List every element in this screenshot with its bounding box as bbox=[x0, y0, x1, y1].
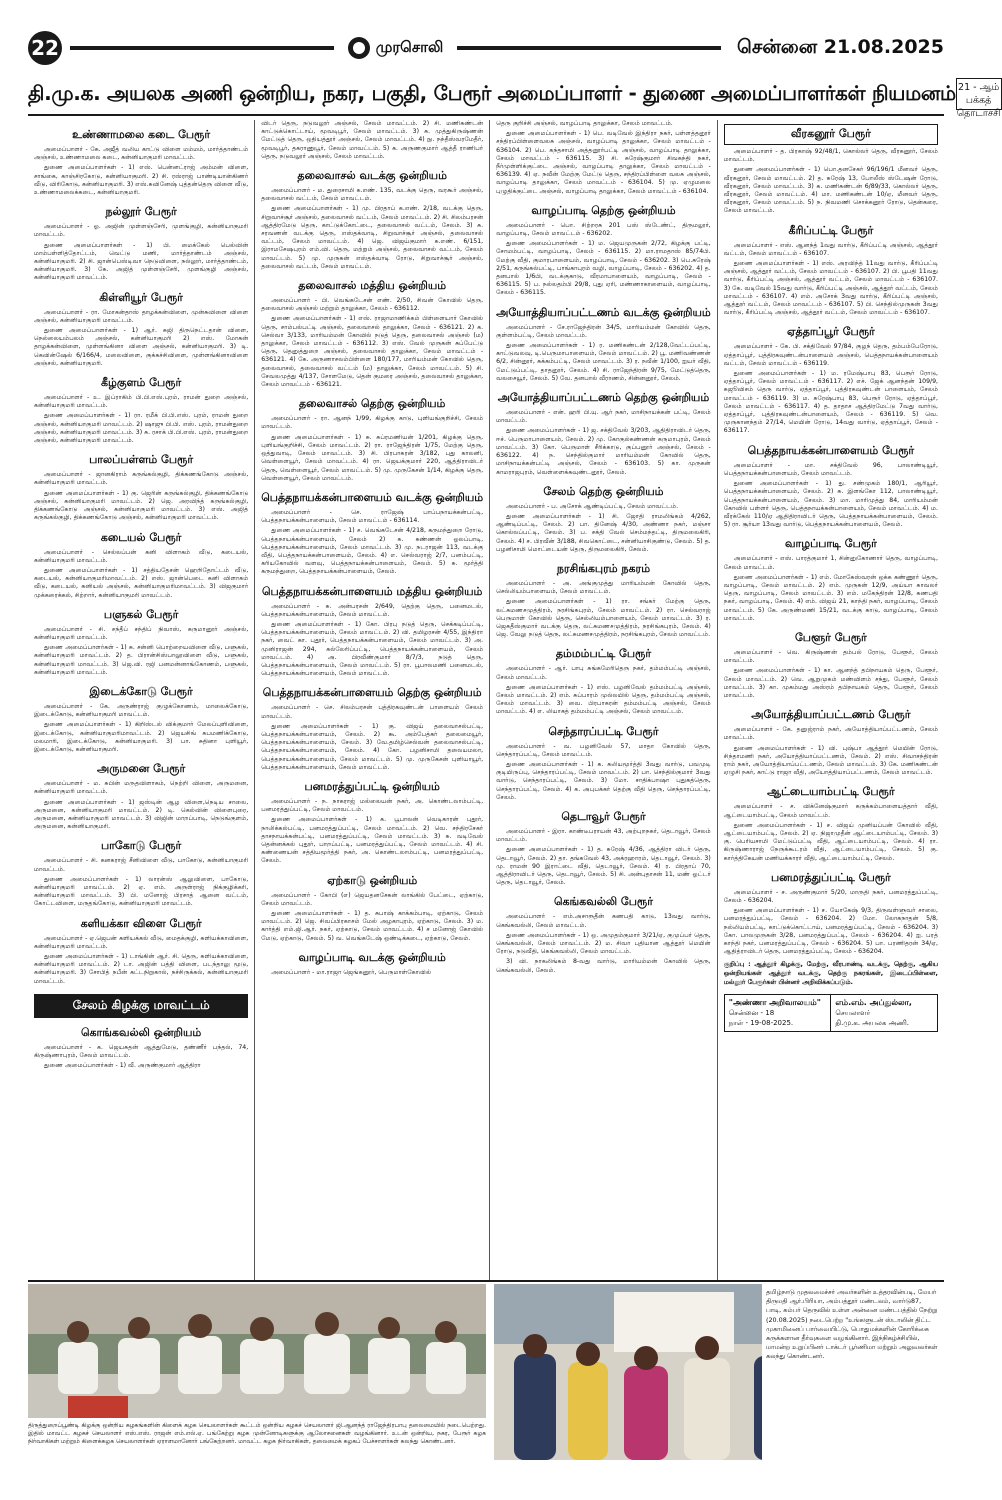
section-paragraph: துணை அமைப்பாளர்கள் - 1) எஸ். பென்னட்ராஜ் அம்மன் விளை, சாங்கை, காஞ்சிரகோடு, கன்னியாகுமரி. 2) சி. ரஸ்ராஜ் பாண்டியான்கிணர் வீடு, விரிகோடு, கன்னியாகுமரி. 3) எஸ்.சுவினேஷ் புத்தன்தெரு விளை வீடு, உண்ணாமலைக்கடை, கன்னியாகுமரி. bbox=[34, 164, 249, 197]
section-paragraph: துணை அமைப்பாளர்கள் - 1) ச. விஜய் முனியப்பன் கோவில் வீதி, ஆட்டையாம்பட்டி, சேலம். 2) ஏ. நிஜாமுதீன் ஆட்டையாம்பட்டி, சேலம். 3) கு. பெரியசாமி மேட்டுப்பட்டி வீதி, ஆட்டையாம்பட்டி, சேலம். 4) ரா. கிருஷ்ணாராஜ் நேருக்கூடரம் வீதி, ஆட்டையாம்பட்டி, சேலம். 5) கு. கார்த்திகேயன் மணியக்காரர் வீதி, ஆட்டையாம்பட்டி, சேலம். bbox=[723, 821, 938, 862]
section-paragraph: அமைப்பாளர் - ஜானகிராம் கருங்கல்குழி, திக்கணங்கோடு அஞ்சல், கன்னியாகுமரி மாவட்டம். bbox=[34, 471, 249, 487]
city: சென்னை bbox=[737, 35, 818, 58]
section-paragraph: துணை அமைப்பாளர்கள் - 1) எஸ். ராஜாமாணிக்கம் பிள்ளையார் கோவில் தெரு, சாம்பல்பட்டி அஞ்சல், தலைவாசல் தாலுக்கா, சேலம் - 636121. 2) க. செல்வா 3/133, மாரியம்மன் கோவில் நடுத் தெரு, தலைவாசல் அஞ்சல் (ம) தாலுக்கா, சேலம் மாவட்டம் - 636112. 3) எஸ். வேல் முருகன் சுப்பேட்டு தெரு, தெனுத்துறை அஞ்சல், தலைவாசல் தாலுக்கா, சேலம் மாவட்டம் - 636121. 4) கே. அருணாசலம்பிள்ளை 180/177, மாரியம்மன் கோவில் தெரு, தலைவாசல், தலைவாசல் வட்டம் (ம) தாலுக்கா, சேலம் மாவட்டம். 5) சி. சேவலமுத்து 4/137, சோளமேடு, தென் குமரை அஞ்சல், தலைவாசல் தாலுக்கா, சேலம் மாவட்டம் - 636121. bbox=[261, 315, 484, 389]
section-heading: தம்மம்பட்டி பேரூர் bbox=[555, 647, 652, 661]
photo-band bbox=[28, 1284, 944, 1462]
section-paragraph: அமைப்பாளர் - ம. துரைசாமி க.எண். 135, வடக்கு தெரு, வரகூர் அஞ்சல், தலைவாசல் வட்டம், சேலம் மாவட்டம். bbox=[261, 187, 484, 203]
meeting-photo-caption: திருத்துறைப்பூண்டி கிழக்கு ஒன்றிய கழகங்களின் கிளைக் கழக செயலாளர்கள் கூட்டம் ஒன்றிய கழகச் செயலாளர் ஜி.ஆனந்த் ராஜேந்திரபாபு தலைமையில் நடைபெற்றது. இதில் மாவட்ட கழகச் செயலாளர் எஸ்.எஸ். ராஜன் எம்.எல்.ஏ. பங்கேற்று கழக முன்னோடிகளுக்கு ஆலோசனைகள் வழங்கினார். உடன் ஒன்றிய, நகர, பேரூர் கழக நிர்வாகிகள் மற்றும் கிளைக்கழக செயலாளர்கள் ஏராளமானோர் பங்கேற்றனர். மாவட்ட கழக நிர்வாகிகள், தலைமைக் கழகப் பேச்சாளர்கள் கலந்து கொண்டனர். bbox=[28, 1422, 486, 1445]
section-paragraph: துணை அமைப்பாளர்கள் - 1) ரா. சங்கர் மேற்கு தெரு, லட்சுமணசமுத்திரம், நரசிங்கபுரம், சேலம் மாவட்டம். 2) ரா. செல்வராஜ் பெருமாள் கோவில் தெரு, செல்லியம்பாளையம், சேலம் மாவட்டம். 3) ர. ஜெகதீஸ்குமார் வடக்கு தெரு, லட்சுமணசமுத்திரம், நரசிங்கபுரம், சேலம். 4) ஜெ. வேலு நடுத் தெரு, லட்சுமணசமுத்திரம், நரசிங்கபுரம், சேலம் மாவட்டம். bbox=[496, 598, 711, 639]
date: 21.08.2025 bbox=[823, 35, 944, 58]
announcement-note: குறிப்பு : ஆத்தூர் கிழக்கு, மேற்கு, வீரபாண்டி வடக்கு, தெற்கு, ஆகிய ஒன்றியங்கள் ஆத்தூர் வடக்கு, தெற்கு நகரங்கள், இடைப்பிள்ளை, மல்லூர் பேரூர்கள் பின்னர் அறிவிக்கப்படும். bbox=[723, 960, 938, 986]
section-heading: பெத்தநாயக்கன்பாளையம் பேரூர் bbox=[747, 443, 915, 457]
section-paragraph: துணை அமைப்பாளர்கள் - 1) ஜ. சக்திவேல் 3/203, ஆதிதிராவிடர் தெரு, ஈச். பெருமாபாளையம், சேலம். 2) மு. கோகுல்கண்ணன் கருமாபுரம், சேலம் மாவட்டம். 3) கோ. பெருமாள் சீரிக்காடு, குப்பனூர் அஞ்சல், சேலம் - 636122. 4) ந. செந்தில்குமார் மாரியம்மன் கோவில் தெரு, மாசிநாயக்கன்பட்டி அஞ்சல், சேலம் - 636103. 5) கா. முருகன் காமராஜபுரம், வெள்ளைக்கவுண்டனூர், சேலம். bbox=[496, 427, 711, 476]
signatory-name: எம்.எம். அப்துல்லா, bbox=[835, 998, 912, 1008]
section-paragraph: துணை அமைப்பாளர்கள் - 1) ஜஸ்டின் ஆழ விளை,நெடிய சாலை, அருமனை, கன்னியாகுமரி மாவட்டம். 2) டி. கெல்வின் விளைபுரை, அருமனை, கன்னியாகுமரி மாவட்டம். 3) விஜின் மாறப்பாடி, நெடுங்குளம், அருமனை, கன்னியாகுமரி. bbox=[34, 798, 249, 831]
signatory-wing: தி.மு.க. அயலக அணி. bbox=[835, 1019, 909, 1028]
section-paragraph: துணை அமைப்பாளர்கள் - 1) கு. ஜெரின் கருங்கல்குழி, திக்கணங்கோடு அஞ்சல், கன்னியாகுமரி மாவட்டம். 2) ஜெ. அரவிந்த் கருங்கல்குழி, திக்கணங்கோடு அஞ்சல், கன்னியாகுமரி மாவட்டம். 3) எஸ். அஜித் கருங்கல்குழி, திக்கணங்கோடு அஞ்சல், கன்னியாகுமரி மாவட்டம். bbox=[34, 489, 249, 522]
column-1 bbox=[28, 120, 254, 1280]
section-heading: ஏற்காடு ஒன்றியம் bbox=[327, 873, 418, 887]
section-heading: இடைக்கோடு பேரூர் bbox=[89, 684, 193, 698]
section-paragraph: அமைப்பாளர் - மா. சக்திவேல் 96, பாலாண்டியூர், பெத்தநாயக்கன்பாளையம், சேலம் மாவட்டம். bbox=[723, 461, 938, 477]
section-heading: கீழ்குளம் பேரூர் bbox=[100, 376, 182, 390]
continued-line1: 21 - ஆம் பக்கத் bbox=[958, 82, 1000, 106]
section-paragraph: அமைப்பாளர் - மா.ராஜா ஜெங்கனூர், பெருமாள்கோவில் bbox=[271, 968, 432, 976]
section-paragraph: துணை அமைப்பாளர்கள் - 1) க. கலியமூர்த்தி 3வது வார்டு, பவமுடி குடியிருப்பு, செந்தாரப்பட்டி, சேலம் மாவட்டம். 2) பா. செந்தில்குமார் 3வது வார்டு, செந்தாரப்பட்டி, சேலம். 3) மோ. சாதிக்பாஷா புதுகத்தெரு, செந்தாரப்பட்டி, சேலம். 4) க. அபுபக்கர் தெற்கு வீதி தெரு, செந்தாரப்பட்டி, சேலம். bbox=[496, 760, 711, 801]
section-paragraph: அமைப்பாளர் - எம்.அசாரூதீன் கணபதி காடு, 13வது வார்டு, கெங்கவல்லி, சேலம் மாவட்டம். bbox=[496, 913, 711, 929]
section-paragraph: அமைப்பாளர் - கே. அருண்ராஜ் குழுக்கோணம், மாலைக்கோடு, இடைக்கோடு, கன்னியாகுமரி மாவட்டம். bbox=[34, 702, 249, 719]
section-paragraph: அமைப்பாளர் - எஸ். ஆனந்த் 1வது வார்டு, கீரிப்பட்டி அஞ்சல், ஆத்தூர் வட்டம், சேலம் மாவட்டம் - 636107. bbox=[723, 241, 938, 257]
section-paragraph: துணை அமைப்பாளர்கள் - 1) கா. ஆனந்த் தபிநாயகம் தெரு, பேளூர், சேலம் மாவட்டம். 2) வெ. ஆறுமுகம் மண்விளம் சந்து, பேளூர், சேலம் மாவட்டம். 3) கா. முகம்மது அஸ்ரம் தபிநாயகம் தெரு, பேளூர், சேலம் மாவட்டம். bbox=[723, 667, 938, 699]
section-heading: வீரகனூர் பேரூர் bbox=[724, 124, 938, 145]
section-paragraph: அமைப்பாளர் - பி. வெங்கடேசன் எண். 2/50, சிவன் கோவில் தெரு, தலைவாசல் அஞ்சல் மற்றும் தாலுக்கா, சேலம் - 636112. bbox=[261, 297, 484, 313]
section-paragraph: துணை அமைப்பாளர்கள் - 1) ரா. ரமீக் பி.பி.எஸ். புரம், ராமன் துறை அஞ்சல், கன்னியாகுமரி மாவட்டம். 2) ஷாஜு பி.பி. எஸ். புரம், ராமன்துறை அஞ்சல், கன்னியாகுமரி மாவட்டம். 3) சு. ரசாக் பி.பி.எஸ். புரம், ராமன்துறை அஞ்சல், கன்னியாகுமரி மாவட்டம். bbox=[34, 412, 249, 445]
section-paragraph: அமைப்பாளர் - செ. ராஜேஷ் பாப்பநாயக்கன்பட்டி, பெத்தநாயக்கன்பாளையம், சேலம் மாவட்டம் - 636114. bbox=[261, 508, 484, 525]
signatory bbox=[831, 995, 937, 1031]
section-paragraph: அமைப்பாளர் - சே.ராஜேந்திரன் 34/5, மாரியம்மன் கோவில் தெரு, குள்ளம்பட்டி, சேலம் மாவட்டம். bbox=[496, 323, 711, 339]
section-paragraph: துணை அமைப்பாளர்கள் - 1) ம. ஜெயமுருகன் 2/72, கிழக்கு பட்டி, சோமம்பட்டி, வாழப்பாடி, சேலம் - 636115. 2) மா.ராமதாஸ் 85/74பி. மேற்கு வீதி, குமாரபாளையம், வாழப்பாடி, சேலம் - 636202. 3) பெ.சுரேஷ் 2/51, கருங்கல்பட்டி, பாங்காபுரம் வழி, வாழப்பாடி, சேலம் - 636202. 4) த. தனபால் 1/6பி, வடக்குகாடு, வீரமாபாளையம், வாழப்பாடி, சேலம் - 636115. 5) ப. நல்லதம்பி 29/8, புது ஏரி, மண்ணாகாளையம், வாழப்பாடி, சேலம் - 636115. bbox=[496, 240, 711, 297]
section-heading: வாழப்பாடி தெற்கு ஒன்றியம் bbox=[531, 203, 676, 217]
section-paragraph: துணை அமைப்பாளர்கள் - 1) மு. பிரதாப் க.எண். 2/18, வடக்கு தெரு, சிறுவாச்சூர் அஞ்சல், தலைவாசல் வட்டம், சேலம் மாவட்டம். 2) சி. சிலம்பரசன் ஆத்திரமேடு தெரு, காட்டுக்கோட்டை, தலைவாசல் வட்டம், சேலம். 3) சு. சரவணன் வடக்கு தெரு, எஸ்தக்வாடி, சிறுவாச்சூர் அஞ்சல், தலைவாசல் வட்டம், சேலம் மாவட்டம். 4) ஜெ. விஜய்குமார் க.எண். 6/151, இராமசேஷபுரம் எம்.வி. தெரு, மற்றும் அஞ்சல், தலைவாசல் வட்டம், சேலம் மாவட்டம். 5) மு. முருகன் எஸ்தக்வாடி ரோடு, சிறுவாச்சூர் அஞ்சல், தலைவாசல் வட்டம், சேலம் மாவட்டம். bbox=[261, 205, 484, 270]
section-paragraph: அமைப்பாளர் - வெ. கிருஷ்ணன் தம்பல் ரோடு, பேளூர், சேலம் மாவட்டம். bbox=[723, 648, 938, 665]
section-paragraph: துணை அமைப்பாளர்கள் - 1) கு. விஜய் தலைவாசல்பட்டி, பெத்தநாயக்கன்பாளையம், சேலம். 2) கூ. அம்பேத்கர் தலைமையூர், பெத்தநாயக்கன்பாளையம், சேலம். 3) வே.தமிழ்செல்வன் தலைவாசல்பட்டி, பெத்தநாயக்கன்பாளையம், சேலம். 4) கோ. பழனிசாமி தலையமலா, பெத்தநாயக்கன்பாளையம், சேலம் மாவட்டம். 5) மு. முருகேசன் புளியாயூர், பெத்தநாயக்கன்பாளையம், சேலம் மாவட்டம். bbox=[261, 722, 484, 771]
section-paragraph: அமைப்பாளர் - ச. விக்னேஷ்குமார் கருக்கம்பாளையத்தார் வீதி, ஆட்டையாம்பட்டி, சேலம் மாவட்டம். bbox=[723, 803, 938, 819]
page-number: 22 bbox=[28, 31, 62, 65]
section-paragraph: அமைப்பாளர் - ரா. மோகன்தாஸ் தாழக்கன்விளை, முன்சுவிளை விளை அஞ்சல், கன்னியாகுமரி மாவட்டம். bbox=[34, 308, 249, 324]
section-paragraph: துணை அமைப்பாளர்கள் - 1) வி. புஷ்பா ஆத்தூர் மெயின் ரோடு, சிந்தாமணி நகர், அயோத்தியாப்பட்டணம், சேலம். 2) எஸ். சிவாசந்திரன் ராம் நகர், அயோத்தியாப்பட்டணம், சேலம் மாவட்டம். 3) கே. மணிகண்டன் ஏழுசி நகர், காட்டு ராஜா வீதி, அயோத்தியாப்பட்டணம், சேலம் மாவட்டம். bbox=[723, 744, 938, 777]
section-paragraph: அமைப்பாளர் - ரா. ஆனந் 1/99, கிழக்கு காடு, புளியங்குறிச்சி, சேலம் மாவட்டம். bbox=[261, 415, 484, 431]
section-paragraph: துணை அமைப்பாளர்கள் - 1) சி. ஜோதி ராமலிங்கம் 4/262, ஆண்டிப்பட்டி, சேலம். 2) பா. தினேஷ் 4/30, அண்ணா நகர், மஞ்சா கொல்லப்பட்டி, சேலம். 3) ப. சக்தி வேல் செம்மந்தட்டி, திருமலைகிரி, சேலம். 4) ச. பிரவீன் 3/188, சிவகொட்டை, சன்னியாசிகுண்டு, சேலம். 5) த. பழனிசாமி மொட்டையன் தெரு, திருமலைகிரி, சேலம். bbox=[496, 512, 711, 553]
issue-date: நாள் - 19-08-2025. bbox=[728, 1019, 794, 1028]
section-heading: பெத்தநாயக்கன்பாளையம் வடக்கு ஒன்றியம் bbox=[261, 490, 484, 504]
section-heading: தெடாவூர் பேரூர் bbox=[561, 809, 646, 823]
section-paragraph: துணை அமைப்பாளர்கள் - 1) டாங்கின் ஆர். சி. தெரு, களியக்காவிளை, கன்னியாகுமரி மாவட்டம். 2) டா. அஜின் பத்தி விளை, படந்தாலு மூடு, கன்னியாகுமரி. 3) சோபித் நபீன் கட்டநிறுகால், நச்சிருக்கல், கன்னியாகுமரி மாவட்டம். bbox=[34, 953, 249, 985]
section-heading: ஆட்டையாம்பட்டி பேரூர் bbox=[767, 785, 895, 799]
continued-paragraph: விடர் தெரு, நடுவலூர் அஞ்சல், சேலம் மாவட்டம். 2) சி. மணிகண்டன் காட்டுக்கொட்டாய், மூவடிபூர், சேலம் மாவட்டம். 3) சு. முத்துகிருஷ்ணன் மேட்டுத் தெரு, ஒதியத்தூர் அஞ்சல், சேலம் மாவட்டம். 4) நு. நந்தீஸ்வரமேதீர், மூவடிபூர், தகராணுபூர், சேலம் மாவட்டம். 5) க. அருணகுமார் ஆத்தீ ராணிபர் தெரு, நடுவலூர் அஞ்சல், சேலம் மாவட்டம். bbox=[261, 120, 484, 160]
section-heading: நரசிங்கபுரம் நகரம் bbox=[556, 561, 651, 575]
headline-rule bbox=[28, 114, 944, 116]
continued-box bbox=[956, 78, 1002, 119]
section-paragraph: அமைப்பாளர் - ஏ.ஜெபன் களியக்கல் வீடு, மைதக்குழி, களியக்காவிளை, கன்னியாகுமரி மாவட்டம். bbox=[34, 934, 249, 950]
column-3 bbox=[489, 120, 717, 1280]
paper-name: முரசொலி bbox=[375, 38, 444, 56]
section-heading: அருமனை பேரூர் bbox=[96, 762, 186, 776]
section-paragraph: அமைப்பாளர் - பொ. சிற்றரசு 201 பஸ் ஸ்டேண்ட், திருமலூர், வாழப்பாடி, சேலம் மாவட்டம் - 636202. bbox=[496, 221, 711, 238]
section-heading: அயோத்தியாப்பட்டணம் வடக்கு ஒன்றியம் bbox=[496, 305, 711, 319]
office-name: "அண்ணா அறிவாலயம்" bbox=[728, 998, 821, 1008]
section-heading: பாலப்பள்ளம் பேரூர் bbox=[89, 453, 194, 467]
page-headline: தி.மு.க. அயலக அணி ஒன்றிய, நகர, பகுதி, பேரூர் அமைப்பாளர் - துணை அமைப்பாளர்கள் நியமனம் bbox=[28, 80, 956, 105]
section-paragraph: அமைப்பாளர் - த. பிரகாஷ் 92/48/1, கொல்லர் தெரு, வீரகனூர், சேலம் மாவட்டம். bbox=[723, 148, 938, 164]
section-paragraph: அமைப்பாளர் - ம. சுபின் மருதவிளாகம், நெற்றி விளை, அருமனை, கன்னியாகுமரி மாவட்டம். bbox=[34, 780, 249, 796]
section-paragraph: அமைப்பாளர் - கே. தனுஜ்ராம் நகர், அயோத்தியாப்பட்டணம், சேலம் மாவட்டம். bbox=[723, 726, 938, 742]
article-columns bbox=[28, 120, 944, 1280]
section-paragraph: அமைப்பாளர் - இரா. காண்டீபராயன் 43, அற்புறநகர், தெடாவூர், சேலம் மாவட்டம். bbox=[496, 827, 711, 844]
section-heading: அயோத்தியாப்பட்டணம் பேரூர் bbox=[751, 708, 911, 722]
section-paragraph: துணை அமைப்பாளர்கள் - 1) து. சண்முகம் 180/1, ஆரியூர், பெத்தநாயக்கன்பாளையம், சேலம். 2) சு. இளங்கோ 112, பாலாண்டியூர், பெத்தநாயக்கன்பாளையம், சேலம். 3) மா. மாரிமுத்து 84, மாரியம்மன் கோவில் பள்ளர் தெரு, பெத்தநாயக்கன்பாளையம், சேலம் மாவட்டம். 4) ம. வீரக்கேல் 110/ஏ ஆதிதிராவிடர் தெரு, பெத்தநாயக்கன்பாளையம், சேலம். 5) ரா. சூர்யா 13வது வார்டு, பெத்தநாயக்கன்பாளையம், சேலம். bbox=[723, 480, 938, 529]
section-paragraph: துணை அமைப்பாளர்கள் - 1) ம. ரமேஷ்பாபு 83, பெரூர் ரோடு, ஏத்தாப்பூர், சேலம் மாவட்டம் - 636117. 2) எச். ஜேக் ஆனந்தன் 109/9, சுஜூவிசம் தெரு வார்டு, ஏத்தாப்பூர், புத்திரகவுண்டன் பாளையம், சேலம் மாவட்டம் - 636119. 3) ம. சுரேஷ்பாபு 83, பெரூர் ரோடு, ஏத்தாப்பூர், சேலம் மாவட்டம் - 636117. 4) த. தாதாச ஆத்திரமேட்டு 7வது வார்டு, ஏத்தாப்பூர், புத்திரகவுண்டன்பாளையம், சேலம் - 636119. 5) வெ. முருகானந்தம் 27/14, மெயின் ரோடு, 14வது வார்டு, ஏத்தாப்பூர், சேலம் - 636117. bbox=[723, 370, 938, 435]
section-paragraph: அமைப்பாளர் - க. ஜெயசுதன் ஆத்துமேடு, தண்ணீர் பந்தல், 74, கிருஷ்ணாபுரம், சேலம் மாவட்டம். bbox=[34, 1043, 249, 1060]
section-paragraph: துணை அமைப்பாளர்கள் - 1) எஸ். அரவிந்த் 11வது வார்டு, கீரிப்பட்டி அஞ்சல், ஆத்தூர் வட்டம், சேலம் மாவட்டம் - 636107. 2) பி. பூபதி 11வது வார்டு, கீரிப்பட்டி அஞ்சல், ஆத்தூர் வட்டம், சேலம் மாவட்டம் - 636107. 3) கே. வடிவேல் 15வது வார்டு, கீரிப்பட்டி அஞ்சல், ஆத்தூர் வட்டம், சேலம் மாவட்டம் - 636107. 4) எம். அசோக் 3வது வார்டு, கீரிப்பட்டி அஞ்சல், ஆத்தூர் வட்டம், சேலம் மாவட்டம் - 636107. 5) பி. செந்தில்முருகன் 3வது வார்டு, கீரிப்பட்டி அஞ்சல், ஆத்தூர் வட்டம், சேலம் மாவட்டம் - 636107. bbox=[723, 260, 938, 317]
section-heading: பேளூர் பேரூர் bbox=[795, 630, 867, 644]
section-heading: பனமரத்துப்பட்டி ஒன்றியம் bbox=[304, 779, 440, 793]
section-paragraph: அமைப்பாளர் - ஓ. அஜின் முள்ளஞ்சேரி, முளங்குழி, கன்னியாகுமரி மாவட்டம். bbox=[34, 223, 249, 239]
section-paragraph: அமைப்பாளர் - எஸ். பாரத்குமார் 1, சின்னுகோணார் தெரு, வாழப்பாடி, சேலம் மாவட்டம். bbox=[723, 555, 938, 571]
section-paragraph: அமைப்பாளர் - செ. சிலம்பரசன் புத்திரகவுண்டன் பாளையம் சேலம் மாவட்டம். bbox=[261, 704, 484, 720]
section-paragraph: அமைப்பாளர் - கே. அஜீத் வலிய காட்டு விளை மம்மம், மார்த்தாண்டம் அஞ்சல், உண்ணாமலை கடை, கன்னியாகுமரி மாவட்டம். bbox=[34, 146, 249, 162]
section-heading: பளுகல் பேரூர் bbox=[103, 607, 179, 621]
section-heading: உண்ணாமலை கடை பேரூர் bbox=[72, 128, 211, 141]
section-paragraph: துணை அமைப்பாளர்கள் - 1) சு. சன்னி பொற்றையவிளை வீடு, பளுகல், கன்னியாகுமரி மாவட்டம். 2) த. பிரான்சிஸ்பாலூவிளை வீடு, பளுகல், கன்னியாகுமரி மாவட்டம். 3) ஜெ.வி. ரஜி பனமன்னாங்கோணம், பளுகல், கன்னியாகுமரி மாவட்டம். bbox=[34, 644, 249, 676]
section-paragraph: துணை அமைப்பாளர்கள் - 1) சு. சுப்ரமணியன் 1/201, கிழக்கு தெரு, புளியங்குறிச்சி, சேலம் மாவட்டம். 2) ரா. ராஜேந்திரன் 1/75, மேற்கு தெரு, ஒத்துவாடி, சேலம் மாவட்டம். 3) சி. பிரபாகரன் 3/182, புது காலனி, வெள்ளையூர், சேலம் மாவட்டம். 4) ரா. ஜெயக்குமார் 220, ஆத்திராவிடர் தெரு, வெள்ளையூர், சேலம் மாவட்டம். 5) மு. முருகேசன் 1/14, கிழக்கு தெரு, வெள்ளையூர், சேலம் மாவட்டம். bbox=[261, 433, 484, 482]
section-paragraph: அமைப்பாளர் - ச. அருண்குமார் 5/20, மாருதி நகர், பனமரத்துப்பட்டி, சேலம் - 636204. bbox=[723, 888, 938, 904]
section-heading: பாகோடு பேரூர் bbox=[100, 839, 182, 853]
section-paragraph: துணை அமைப்பாளர்கள் - 1) எஸ். பழனிவேல் தம்மம்பட்டி அஞ்சல், சேலம் மாவட்டம். 2) எம். சுப்பாரம் முல்லயில் தெரு, தம்மம்பட்டி அஞ்சல், சேலம் மாவட்டம். 3) வை. பிரபாகரன் தம்மம்பட்டி அஞ்சல், சேலம் மாவட்டம். 4) எ. லியாகத் தம்மம்பட்டி அஞ்சல், சேலம் மாவட்டம். bbox=[496, 683, 711, 716]
section-paragraph: துணை அமைப்பாளர்கள் - 1) கோ. பிரபு நடுத் தெரு, செக்கடிப்பட்டி, பெத்தநாயக்கன்பாளையம், சேலம் மாவட்டம். 2) வி. தமிழரசன் 4/55, இந்திரா நகர், வைட் கா. புதூர், பெத்தநாயக்கன்பாளையம், சேலம் மாவட்டம். 3) அ. முனிராஜன் 294, கல்லேரிப்பட்டி, பெத்தநாயக்கன்பாளையம், சேலம் மாவட்டம். 4) அ. பிரவீண்குமார் 8/7/3, நடுத் தெரு, பெத்தநாயக்கன்பாளையம், சேலம் மாவட்டம். 5) ரா. பூபாலமணி பனைமடல், பெத்தநாயக்கன்பாளையம், சேலம் மாவட்டம். bbox=[261, 620, 484, 678]
section-paragraph: துணை அமைப்பாளர்கள் - 1) ஆர். சுஜி திருநெட்டதான் விளை, நெல்லையம்பலம் அஞ்சல், கன்னியாகுமரி 2) எஸ். மோகன் தாழக்கன்விளை, முள்ளங்கினா விளை அஞ்சல், கன்னியாகுமரி. 3) டி. கெவின்ஷேல் 6/166/4, மலைவிளை, குக்கச்சிவிளை, முள்ளங்கினாவிளை அஞ்சல், கன்னியாகுமரி. bbox=[34, 327, 249, 367]
section-heading: கிள்ளியூர் பேரூர் bbox=[99, 290, 183, 304]
section-heading: அயோத்தியாப்பட்டணம் தெற்கு ஒன்றியம் bbox=[497, 391, 710, 405]
meeting-photo bbox=[28, 1284, 486, 1418]
section-paragraph: அமைப்பாளர் - கே. பி. சக்திவேல் 97/84, குழந் தெரு, தம்பம்பேரோடு, ஏத்தாப்பூர், புத்திரகவுண்டன்பாளையம் அஞ்சல், பெத்தநாயக்கன்பாளையம் வட்டம், சேலம் மாவட்டம் - 636119. bbox=[723, 343, 938, 367]
photo-rule bbox=[28, 1280, 944, 1282]
section-paragraph: துணை அமைப்பாளர்கள் - 1) த. சுபாஷ் காக்கம்பாடி, ஏற்காடு, சேலம் மாவட்டம். 2) ஜெ. சிவப்பிரகாசம் மேல் அழகாபுரம், ஏற்காடு, சேலம். 3) ம. கார்த்தி எம்.ஜி.ஆர். நகர், ஏற்காடு, சேலம் மாவட்டம். 4) ச மனோஜ் கோவில் மேடு, ஏற்காடு, சேலம். 5) வ. வெங்கடேஷ் ஒண்டிக்கடை, ஏற்காடு, சேலம். bbox=[261, 910, 484, 942]
rising-sun-logo-icon bbox=[348, 37, 370, 59]
dateline bbox=[729, 36, 944, 61]
section-paragraph: துணை அமைப்பாளர்கள் - 1) த. சுரேஷ் 4/36, ஆத்திரா விடர் தெரு, தெடாவூர், சேலம். 2) தா. தங்கவேல் 43, அக்ரஹாரம், தெடாவூர், சேலம். 3) மு. ராமன் 90 இராட்டை வீதி, தெடாவூர், சேலம். 4) ர. பிரதாப் 70, ஆத்திராவிடர் தெரு, தெடாவூர், சேலம். 5) சி. அன்புதாசன் 11, மண் ஓட்டர் தெரு, தெடாவூர், சேலம். bbox=[496, 846, 711, 887]
camp-photo-caption: தமிழ்நாடு முதலமைச்சர் அவர்களின் உத்தரவின்படி, மேயர் திருமதி ஆர்.பிரியா, அம்பத்தூர் மண்டலம், வார்டு87, பாடி, கம்பர் தெருவில் உள்ள அன்னை மண்டபத்தில் நேற்று (20.08.2025) நடைபெற்ற "உங்களுடன் ஸ்டாலின் திட்ட முகாமினைப் பார்வையிட்டு, பொதுமக்களின் கோரிக்கை கருக்களான தீர்வுகளை வழங்கினார். இந்நிகழ்ச்சியில், மாமன்ற உறுப்பினர் டாக்டர் பூர்ணிமா மற்றும் அலுவலர்கள் கலந்து கொண்டனர். bbox=[762, 1284, 942, 1460]
section-heading: நல்லூர் பேரூர் bbox=[105, 205, 177, 219]
header-rule-left bbox=[70, 46, 334, 50]
section-paragraph: துணை அமைப்பாளர்கள் - 1) சத்தியதேசன் ஹெறிதோட்டம் வீடு, கடையல், கன்னியாகுமரிமாவட்டம். 2) எஸ். ஜான்பெடை கனி விளாகம் வீடு, கடையல், கனியல் அஞ்சல், கன்னியாகுமரிமாவட்டம். 3) விஜகுமார் முக்கரைக்கல், சிற்றார், கன்னியாகுமரி மாவட்டம். bbox=[34, 566, 249, 599]
section-heading: களியக்கா விளை பேரூர் bbox=[80, 916, 202, 930]
masthead-bar bbox=[28, 30, 944, 66]
section-paragraph: அமைப்பாளர் - கோபி (எ) ஜெயதனசேகன் லாங்கில் பேட்டை, ஏற்காடு, சேலம் மாவட்டம். bbox=[261, 891, 484, 907]
section-paragraph: துணை அமைப்பாளர்கள் - 1) பொ.தனசேகர் 96/196/1 மீனவர் தெரு, வீரகனூர், சேலம் மாவட்டம். 2) த. சுரேஷ் 13, போலீஸ் ஸ்டேஷன் ரோடு, வீரகனூர், சேலம் மாவட்டம். 3) க. மணிகண்டன் 6/89/33, கொல்லர் தெரு, வீரகனூர், சேலம் மாவட்டம். 4) மா. மணிகண்டன் 10/ஏ, மீனவர் தெரு, வீரகனூர், சேலம் மாவட்டம். 5) ந. நிவமணி சொக்கனூர் ரோடு, தென்கரை, சேலம் மாவட்டம். bbox=[723, 166, 938, 215]
headline-row bbox=[28, 76, 1001, 119]
continued-line2: தொடர்ச்சி bbox=[956, 108, 1001, 119]
signature-box bbox=[724, 994, 938, 1032]
office-city: சென்னை - 18 bbox=[728, 1009, 775, 1018]
section-heading: வாழப்பாடி பேரூர் bbox=[784, 537, 877, 551]
section-paragraph: அமைப்பாளர் - ந. நாகராஜ் மல்லையன் நகர், அ. கொண்டலாம்பட்டி, பனமரத்துப்பட்டி, சேலம் மாவட்டம். bbox=[261, 797, 484, 814]
section-paragraph: அமைப்பாளர் - சி. சந்தீப் சந்திப் நிவாஸ், கருமானூர் அஞ்சல், கன்னியாகுமரி மாவட்டம். bbox=[34, 625, 249, 641]
section-heading: கெங்கவல்லி பேரூர் bbox=[553, 895, 653, 909]
section-paragraph: துணை அமைப்பாளர்கள் - 1) ச. வெங்கடேசன் 4/218, கருமந்துறை ரோடு, பெத்தநாயக்கன்பாளையம், சேலம் 2) க. கண்ணன் ஓலப்பாடி, பெத்தநாயக்கன்பாளையம், சேலம் மாவட்டம். 3) மு. நடராஜன் 113, வடக்கு வீதி, பெத்தநாயக்கன்பாளையம், சேலம். 4) எ. செல்வராஜ் 2/7, பனம்பட்டி, கரியகோவில் வளவு, பெத்தநாயக்கன்பாளையம், சேலம். 5) சு. மூர்த்தி கருமந்துறை, பெத்தநாயக்கன்பாளையம், சேலம். bbox=[261, 527, 484, 576]
office-address bbox=[725, 995, 832, 1031]
section-paragraph: அமைப்பாளர் - என். ஹரி பி.யு. ஆர் நகர், மாசிநாயக்கன் பட்டி, சேலம் மாவட்டம். bbox=[496, 409, 711, 425]
section-heading: பெத்தநாயக்கன்பாளையம் மத்திய ஒன்றியம் bbox=[262, 584, 483, 598]
section-paragraph: துணை அமைப்பாளர்கள் - 1) ச. யோகேஷ் 9/3, திருவள்ளுவர் சாலை, பனமரத்துப்பட்டி, சேலம் - 636204. 2) மோ. லோகநாதன் 5/8, நல்லியம்பட்டி, காட்டுக்கொட்டாய், பனமரத்துப்பட்டி, சேலம் - 636204. 3) கோ. பாலமுருகன் 3/28, பனமரத்துப்பட்டி, சேலம் - 636204. 4) ஐ. பரத் காந்தி நகர், பனமரத்துப்பட்டி, சேலம் - 636204. 5) பா. பரணிதரன் 34/ஏ, ஆதித்ராவிடர் தெரு, பனமரத்துப்பட்டி, சேலம் - 636204. bbox=[723, 907, 938, 956]
section-paragraph: துணை அமைப்பாளர்கள் - 1) லாரன்ஸ் ஆலுவிளை, பாகோடு, கன்னியாகுமரி மாவட்டம். 2) ஏ. எம். அருள்ராஜ் நிக்குழிக்கரி, கன்னியாகுமரி மாவட்டம். 3) பி. மனோஜ் பிரசாத் ஆனை வட்டம், கோட்டவிளை, மருதங்கோடு, கன்னியாகுமரி மாவட்டம். bbox=[34, 875, 249, 908]
section-heading: ஏத்தாப்பூர் பேரூர் bbox=[787, 325, 875, 339]
header-rule-right bbox=[457, 46, 721, 50]
section-paragraph: துணை அமைப்பாளர்கள் - 1) பெ. வடிவேல் இந்திரா நகர், பள்ளத்தனூர் சந்திரப்பிள்ளைவலசு அஞ்சல், வாழப்பாடி தாலுக்கா, சேலம் மாவட்டம் - 636104. 2) பெ. கந்தசாமி அத்தனூர்பட்டி அஞ்சல், வாழப்பாடி தாலுக்கா, சேலம் மாவட்டம் - 636115. 3) சி. சுரேஷ்குமார் சிவகந்தி நகர், நீர்முள்ளிக்குட்டை அஞ்சல், வாழப்பாடி தாலுக்கா, சேலம் மாவட்டம் - 636139. 4) ஏ. நவீன் மேற்கு மேட்டு தெரு, சந்திரப்பிள்ளை வலசு அஞ்சல், வாழப்பாடி தாலுக்கா, சேலம் மாவட்டம் - 636104. 5) மு. ஏழுமலை புழுதிக்குட்டை அஞ்சல், வாழப்பாடி தாலுக்கா, சேலம் மாவட்டம் - 636104. bbox=[496, 130, 711, 195]
section-paragraph: துணை அமைப்பாளர்கள் - 1) வீ. அருண்குமார் ஆத்திரா bbox=[44, 1062, 201, 1070]
section-paragraph: அமைப்பாளர் - ஆர். பாபு சுங்கமேரிதெரு நகர், தம்மம்பட்டி அஞ்சல், சேலம் மாவட்டம். bbox=[496, 665, 711, 681]
section-heading: பெத்தநாயக்கன்பாளையம் தெற்கு ஒன்றியம் bbox=[262, 686, 482, 700]
section-heading: கொங்கவல்லி ஒன்றியம் bbox=[80, 1025, 202, 1039]
district-banner: சேலம் கிழக்கு மாவட்டம் bbox=[34, 994, 248, 1018]
section-paragraph: 3) வி. நாகலிங்கம் 8-வது வார்டு, மாரியம்மன் கோவில் தெரு, கெங்கவல்லி, சேலம். bbox=[496, 958, 711, 974]
section-paragraph: துணை அமைப்பாளர்கள் - 1) ஒ. அமுதம்குமார் 3/21/ஏ, குமுப்பர் தெரு, கெங்கவல்லி, சேலம் மாவட்டம். 2) ம. சிவா புதியான ஆத்தூர் மெயின் ரோடு, நடுவீதி, கெங்கவல்லி, சேலம் மாவட்டம். bbox=[496, 931, 711, 956]
section-paragraph: துணை அமைப்பாளர்கள் - 1) ர. மணிகண்டன் 2/128,வேட்டப்பட்டி, காட்டுவலவு, டி.பெருமாபாளையம், சேலம் மாவட்டம். 2) பூ. மணிவண்ணன் 6/2, சின்னூர், சுக்கம்பட்டி, சேலம் மாவட்டம். 3) ர. நவீன் 1/100, ஐயர் வீதி, மேட்டுப்பட்டி, தாதனூர், சேலம். 4) சி. ராஜேந்திரன் 9/75, மேட்டுத்தெரு, வலசையூர், சேலம். 5) வே. தனபால் வீராணம், சின்னனூர், சேலம். bbox=[496, 342, 711, 382]
section-heading: சேலம் தெற்கு ஒன்றியம் bbox=[543, 484, 664, 498]
section-paragraph: அமைப்பாளர் - வ. பழனிவேல் 57, மாதா கோவில் தெரு, செந்தாரப்பட்டி, சேலம் மாவட்டம். bbox=[496, 742, 711, 758]
section-heading: தலைவாசல் தெற்கு ஒன்றியம் bbox=[298, 397, 446, 411]
section-paragraph: துணை அமைப்பாளர்கள் - 1) எம். மோகேஸ்வரன் ஒக்க கண்ணூர் தெரு, வாழப்பாடி, சேலம் மாவட்டம். 2) எம். முருகன் 12/9, அய்யா காவலர் தெரு, வாழப்பாடி, சேலம் மாவட்டம். 3) எம். மகேந்திரன் 12/8, கணபதி நகர், வாழப்பாடி, சேலம். 4) எம். விஜய் 21, காந்தி நகர், வாழப்பாடி, சேலம் மாவட்டம். 5) கே. அருண்மணி 15/21, வடக்கு காடு, வாழப்பாடி, சேலம் மாவட்டம். bbox=[723, 573, 938, 622]
section-heading: செந்தாரப்பட்டி பேரூர் bbox=[548, 724, 659, 738]
section-heading: தலைவாசல் மத்திய ஒன்றியம் bbox=[298, 279, 447, 293]
section-heading: கடையல் பேரூர் bbox=[100, 530, 182, 544]
section-heading: வாழப்பாடி வடக்கு ஒன்றியம் bbox=[298, 950, 446, 964]
section-paragraph: துணை அமைப்பாளர்கள் - 1) பி. மைக்கேல் பெல்வின் மாம்பள்ளித்தோட்டம், வெட்டு மணி, மார்த்தாண்டம் அஞ்சல், கன்னியாகுமரி. 2) சி. ஜான்பெஸ்டிவா நெடுவிளை, நல்லூர், மார்த்தாண்டம், கன்னியாகுமரி. 3) கே. அஜித் முள்ளஞ்சேரி, முளங்குழி அஞ்சல், கன்னியாகுமரி மாவட்டம். bbox=[34, 241, 249, 282]
section-paragraph: அமைப்பாளர் - உ. இப்ராகிம் பி.பி.எஸ்.புரம், ராமன் துறை அஞ்சல், கன்னியாகுமரி மாவட்டம். bbox=[34, 394, 249, 410]
masthead bbox=[342, 37, 450, 59]
section-heading: பனமரத்துப்பட்டி பேரூர் bbox=[770, 870, 891, 884]
section-paragraph: அமைப்பாளர் - சி. கனகராஜ் சீனிவிளை வீடு, பாகோடு, கன்னியாகுமரி மாவட்டம். bbox=[34, 857, 249, 873]
section-paragraph: அமைப்பாளர் - ப. அசோக் ஆண்டிப்பட்டி, சேலம் மாவட்டம். bbox=[506, 502, 679, 510]
section-heading: கீரிப்பட்டி பேரூர் bbox=[788, 223, 874, 237]
section-heading: தலைவாசல் வடக்கு ஒன்றியம் bbox=[297, 169, 447, 183]
section-paragraph: அமைப்பாளர் - அ. அங்குமுத்து மாரியம்மன் கோவில் தெரு, செல்லியம்பாளையம், சேலம் மாவட்டம். bbox=[496, 579, 711, 596]
section-paragraph: அமைப்பாளர் - செல்லப்பன் கனி விளாகம் வீடு, கடையல், கன்னியாகுமரி மாவட்டம். bbox=[34, 548, 249, 564]
section-paragraph: துணை அமைப்பாளர்கள் - 1) கிறிஸ்டல் விக்குமார் மேலப்புளிவிளை, இடைக்கோடு, கன்னியாகுமரிமாவட்டம். 2) ஜெயசிங் சுபமணிக்கோடு, மலமாரி, இடைக்கோடு, கன்னியாகுமரி. 3) பா. சுதினா புளியூர், இடைக்கோடு, கன்னியாகுமரி. bbox=[34, 721, 249, 753]
section-paragraph: அமைப்பாளர் - சு. அன்பரசன் 2/649, தெற்கு தெரு, பனைமடல், பெத்தநாயக்கன்பாளையம், சேலம் மாவட்டம். bbox=[261, 602, 484, 618]
column-4 bbox=[717, 120, 944, 1280]
signatory-title: செயலாளர் bbox=[835, 1009, 871, 1018]
continued-paragraph: தெரு குறிச்சி அஞ்சல், வாழப்பாடி தாலுக்கா, சேலம் மாவட்டம். bbox=[496, 120, 673, 127]
section-paragraph: துணை அமைப்பாளர்கள் - 1) க. பூபாலன் வெடிகாரன் புதூர், நாலிக்கல்பட்டி, பனமரத்துப்பட்டி, சேலம் மாவட்டம். 2) வெ. சந்திரசேகர் தாசநாயக்கன்பட்டி, பனமரத்துப்பட்டி, சேலம் மாவட்டம். 3) சு. வடிவேல் தென்னக்கல் புதூர், பாறப்பட்டி, பனமரத்துப்பட்டி, சேலம் மாவட்டம். 4) சி. கண்ணையன் சத்தியமூர்த்தி நகர், அ. கொண்டலாம்பட்டி, பனமரத்துப்பட்டி, சேலம். bbox=[261, 816, 484, 865]
column-2 bbox=[254, 120, 489, 1280]
